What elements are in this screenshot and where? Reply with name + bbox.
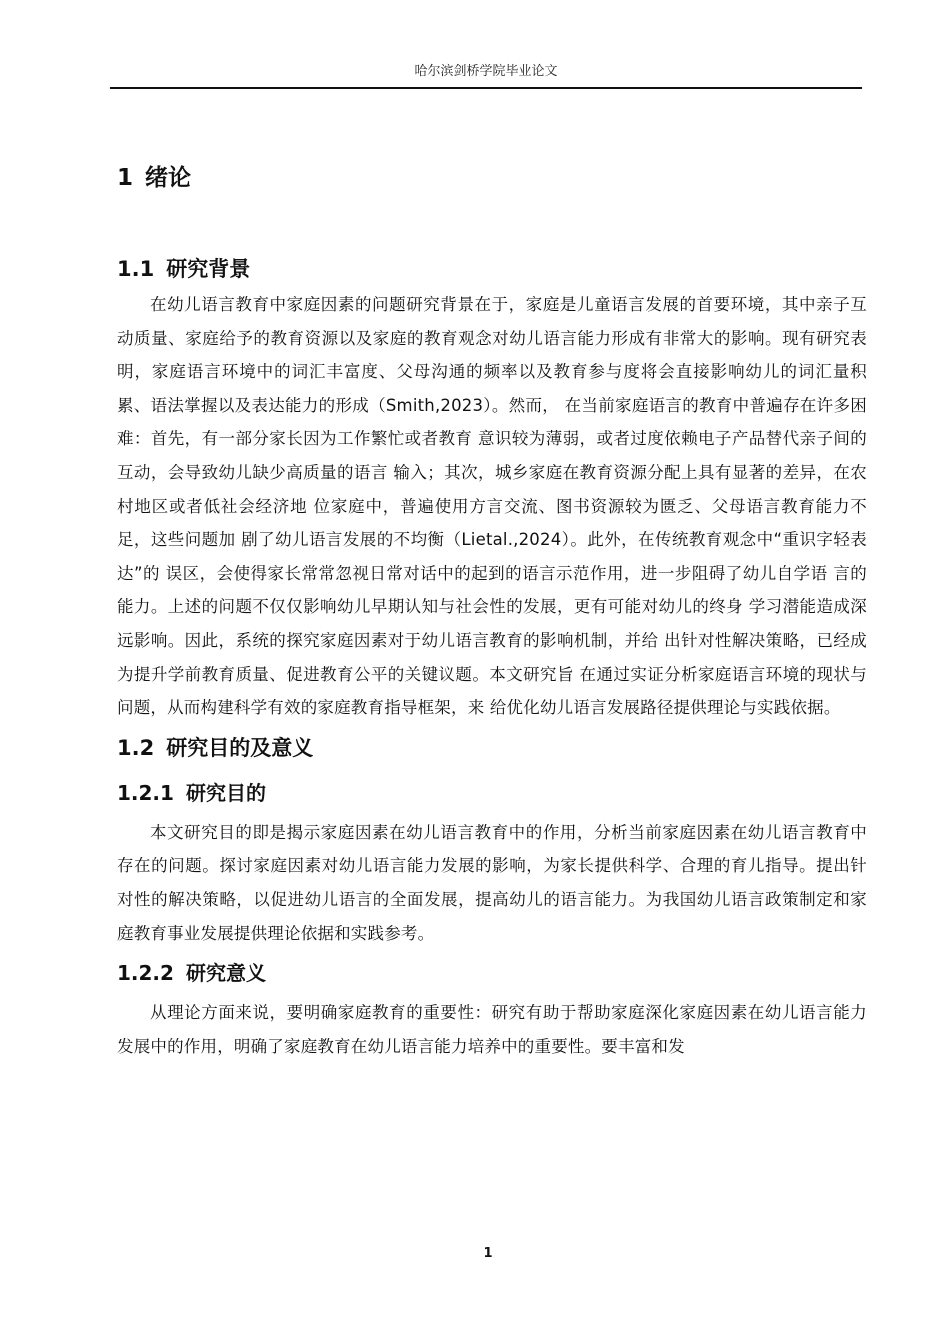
section-number: 1.1	[117, 257, 155, 281]
header-rule	[110, 87, 862, 89]
page-body	[117, 160, 867, 1063]
section-title: 研究背景	[166, 257, 251, 281]
goal-paragraph: 本文研究目的即是揭示家庭因素在幼儿语言教育中的作用，分析当前家庭因素在幼儿语言教育中存在的问题。探讨家庭因素对幼儿语言能力发展的影响，为家长提供科学、合理的育儿指导。提出针对性的解决策略，以促进幼儿语言的全面发展，提高幼儿的语言能力。为我国幼儿语言政策制定和家庭教育事业发展提供理论依据和实践参考。	[117, 822, 867, 943]
page-number: 1	[483, 1246, 493, 1261]
background-paragraph: 在幼儿语言教育中家庭因素的问题研究背景在于，家庭是儿童语言发展的首要环境，其中亲子互动质量、家庭给予的教育资源以及家庭的教育观念对幼儿语言能力形成有非常大的影响。现有研究表明，家庭语言环境中的词汇丰富度、父母沟通的频率以及教育参与度将会直接影响幼儿的词汇量积累、语法掌握以及表达能力的形成（Smith,2023）。然而， 在当前家庭语言的教育中普遍存在许多困难：首先，有一部分家长因为工作繁忙或者教育 意识较为薄弱，或者过度依赖电子产品替代亲子间的互动，会导致幼儿缺少高质量的语言 输入；其次，城乡家庭在教育资源分配上具有显著的差异，在农村地区或者低社会经济地 位家庭中，普遍使用方言交流、图书资源较为匮乏、父母语言教育能力不足，这些问题加 剧了幼儿语言发展的不均衡（Lietal.,2024）。此外，在传统教育观念中“重识字轻表达”的 误区，会使得家长常常忽视日常对话中的起到的语言示范作用，进一步阻碍了幼儿自学语 言的能力。上述的问题不仅仅影响幼儿早期认知与社会性的发展，更有可能对幼儿的终身 学习潜能造成深远影响。因此，系统的探究家庭因素对于幼儿语言教育的影响机制，并给 出针对性解决策略，已经成为提升学前教育质量、促进教育公平的关键议题。本文研究旨 在通过实证分析家庭语言环境的现状与问题，从而构建科学有效的家庭教育指导框架，来 给优化幼儿语言发展路径提供理论与实践依据。	[117, 295, 867, 718]
subsection-number: 1.2.1	[117, 780, 174, 805]
significance-paragraph: 从理论方面来说，要明确家庭教育的重要性：研究有助于帮助家庭深化家庭因素在幼儿语言能力发展中的作用，明确了家庭教育在幼儿语言能力培养中的重要性。要丰富和发	[117, 1003, 867, 1056]
subsection-number: 1.2.2	[117, 961, 174, 986]
subsection-title: 研究目的	[185, 780, 266, 805]
subsection-heading-significance	[117, 956, 867, 990]
chapter-number: 1	[117, 165, 134, 191]
running-header: 哈尔滨剑桥学院毕业论文	[414, 64, 558, 79]
subsection-title: 研究意义	[185, 961, 266, 986]
subsection-heading-goal	[117, 776, 867, 810]
section-heading-goal-significance	[117, 731, 867, 765]
chapter-heading	[117, 160, 867, 196]
chapter-title: 绪论	[145, 165, 192, 191]
section-heading-background	[117, 252, 867, 286]
section-title: 研究目的及意义	[166, 735, 314, 760]
section-number: 1.2	[117, 735, 155, 760]
